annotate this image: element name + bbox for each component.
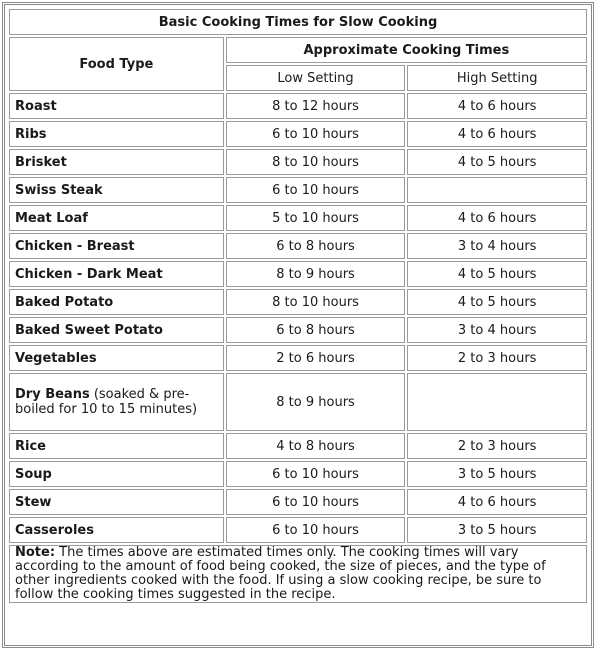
food-name: Swiss Steak [15, 182, 103, 198]
food-type-cell [9, 489, 224, 515]
cooking-times-table [7, 7, 589, 605]
table-title: Basic Cooking Times for Slow Cooking [9, 9, 587, 35]
cooking-times-frame [2, 2, 594, 648]
table-row [9, 489, 587, 515]
food-name: Chicken - Dark Meat [15, 266, 163, 282]
low-setting-cell: 6 to 10 hours [226, 177, 406, 203]
food-name: Ribs [15, 126, 47, 142]
food-name: Rice [15, 438, 46, 454]
food-name: Roast [15, 98, 57, 114]
header-high-setting: High Setting [407, 65, 587, 91]
low-setting-cell: 8 to 10 hours [226, 149, 406, 175]
food-type-cell [9, 345, 224, 371]
note-cell [9, 545, 587, 603]
food-type-cell [9, 289, 224, 315]
low-setting-cell: 5 to 10 hours [226, 205, 406, 231]
low-setting-cell: 2 to 6 hours [226, 345, 406, 371]
food-type-cell [9, 205, 224, 231]
low-setting-cell: 4 to 8 hours [226, 433, 406, 459]
food-type-cell [9, 373, 224, 431]
low-setting-cell: 8 to 9 hours [226, 261, 406, 287]
table-row [9, 289, 587, 315]
table-row [9, 517, 587, 543]
table-row [9, 93, 587, 119]
header-approx-times: Approximate Cooking Times [226, 37, 587, 63]
low-setting-cell: 8 to 9 hours [226, 373, 406, 431]
table-row [9, 433, 587, 459]
food-name: Chicken - Breast [15, 238, 135, 254]
food-name: Casseroles [15, 522, 94, 538]
food-type-cell [9, 121, 224, 147]
high-setting-cell: 4 to 6 hours [407, 93, 587, 119]
food-name: Meat Loaf [15, 210, 88, 226]
low-setting-cell: 6 to 10 hours [226, 517, 406, 543]
table-row [9, 373, 587, 431]
food-type-cell [9, 177, 224, 203]
low-setting-cell: 6 to 10 hours [226, 461, 406, 487]
note-label: Note: [15, 545, 56, 560]
high-setting-cell: 3 to 4 hours [407, 233, 587, 259]
high-setting-cell: 4 to 6 hours [407, 205, 587, 231]
high-setting-cell: 2 to 3 hours [407, 433, 587, 459]
high-setting-cell [407, 373, 587, 431]
food-type-cell [9, 233, 224, 259]
header-food-type: Food Type [9, 37, 224, 91]
low-setting-cell: 8 to 12 hours [226, 93, 406, 119]
table-row [9, 461, 587, 487]
high-setting-cell: 3 to 5 hours [407, 461, 587, 487]
food-name: Vegetables [15, 350, 97, 366]
high-setting-cell: 4 to 5 hours [407, 261, 587, 287]
table-row [9, 121, 587, 147]
food-type-cell [9, 261, 224, 287]
food-type-cell [9, 461, 224, 487]
table-row [9, 149, 587, 175]
food-name: Stew [15, 494, 52, 510]
food-name: Soup [15, 466, 52, 482]
note-text: The times above are estimated times only. The cooking times will vary according to the amount of food being cooked, the size of pieces, and the type of other ingredients cooked with the food. If using a slow cooking recipe, be sure to follow the cooking times suggested in the recipe. [15, 545, 546, 602]
table-row [9, 177, 587, 203]
high-setting-cell [407, 177, 587, 203]
food-type-cell [9, 149, 224, 175]
table-row [9, 205, 587, 231]
food-type-cell [9, 93, 224, 119]
food-name: Baked Potato [15, 294, 114, 310]
high-setting-cell: 4 to 6 hours [407, 489, 587, 515]
low-setting-cell: 6 to 10 hours [226, 121, 406, 147]
high-setting-cell: 3 to 4 hours [407, 317, 587, 343]
low-setting-cell: 6 to 8 hours [226, 233, 406, 259]
food-name: Baked Sweet Potato [15, 322, 163, 338]
low-setting-cell: 8 to 10 hours [226, 289, 406, 315]
table-row [9, 345, 587, 371]
food-type-cell [9, 317, 224, 343]
high-setting-cell: 4 to 5 hours [407, 149, 587, 175]
high-setting-cell: 3 to 5 hours [407, 517, 587, 543]
food-note: (soaked & pre-boiled for 10 to 15 minutes) [15, 387, 198, 417]
food-name: Dry Beans [15, 387, 90, 402]
food-name: Brisket [15, 154, 67, 170]
food-type-cell [9, 433, 224, 459]
food-type-cell [9, 517, 224, 543]
low-setting-cell: 6 to 10 hours [226, 489, 406, 515]
high-setting-cell: 4 to 6 hours [407, 121, 587, 147]
table-row [9, 261, 587, 287]
low-setting-cell: 6 to 8 hours [226, 317, 406, 343]
table-row [9, 233, 587, 259]
high-setting-cell: 2 to 3 hours [407, 345, 587, 371]
table-row [9, 317, 587, 343]
high-setting-cell: 4 to 5 hours [407, 289, 587, 315]
header-low-setting: Low Setting [226, 65, 406, 91]
